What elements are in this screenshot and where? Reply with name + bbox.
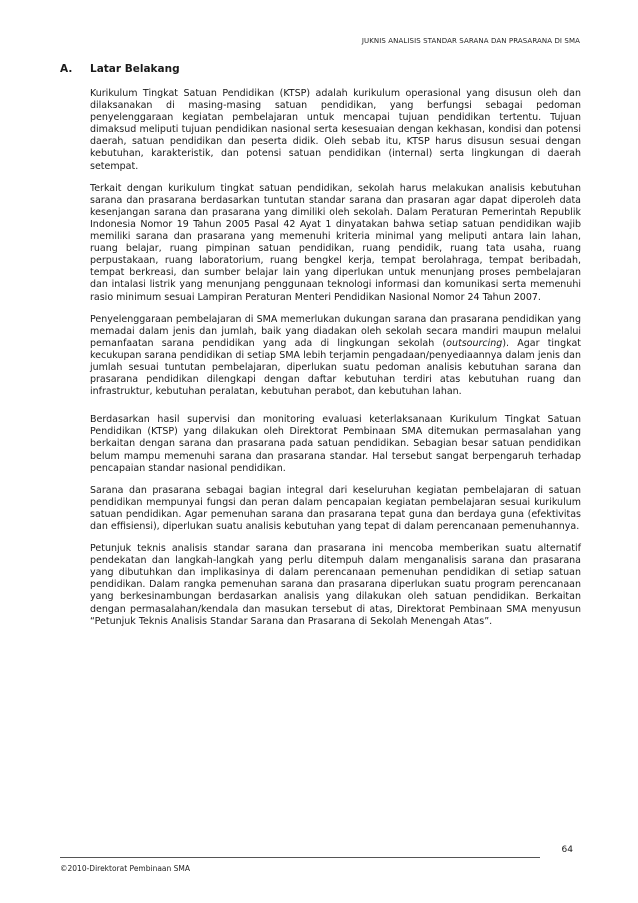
section-title: Latar Belakang: [90, 63, 180, 75]
paragraph-integral-part: Sarana dan prasarana sebagai bagian integral dari keseluruhan kegiatan pembelajaran di satuan pendidikan mempunyai fungsi dan peran dalam pencapaian kegiatan pembelajaran sesuai kurikulum satuan pendidikan. Agar pemenuhan sarana dan prasarana tepat guna dan berdaya guna (efektivitas dan effisiensi), diperlukan suatu analisis kebutuhan yang tepat di dalam perencanaan pemenuhannya.: [90, 484, 581, 532]
paragraph-supervision-results: Berdasarkan hasil supervisi dan monitoring evaluasi keterlaksanaan Kurikulum Tingkat Satuan Pendidikan (KTSP) yang dilakukan oleh Direktorat Pembinaan SMA ditemukan permasalahan yang berkaitan dengan sarana dan prasarana pada satuan pendidikan. Sebagian besar satuan pendidikan belum mampu memenuhi sarana dan prasarana standar. Hal tersebut sangat berpengaruh terhadap pencapaian standar nasional pendidikan.: [90, 414, 581, 474]
paragraph-analysis-needs: Terkait dengan kurikulum tingkat satuan pendidikan, sekolah harus melakukan analisis kebutuhan sarana dan prasarana berdasarkan tuntutan standar sarana dan prasaran agar dapat diperoleh data kesenjangan sarana dan prasarana yang dimiliki oleh sekolah. Dalam Peraturan Pemerintah Republik Indonesia Nomor 19 Tahun 2005 Pasal 42 Ayat 1 dinyatakan bahwa setiap satuan pendidikan wajib memiliki sarana dan prasarana yang memenuhi kriteria minimal yang meliputi antara lain lahan, ruang belajar, ruang pimpinan satuan pendidikan, ruang pendidik, ruang tata usaha, ruang perpustakaan, ruang laboratorium, ruang bengkel kerja, tempat berolahraga, tempat beribadah, tempat berkreasi, dan sumber belajar lain yang diperlukan untuk menunjang proses pembelajaran dan intalasi listrik yang menunjang penggunaan teknologi informasi dan komunikasi serta memenuhi rasio minimum sesuai Lampiran Peraturan Menteri Pendidikan Nasional Nomor 24 Tahun 2007.: [90, 182, 581, 303]
footer-divider: [60, 857, 540, 858]
paragraph-ktsp-definition: Kurikulum Tingkat Satuan Pendidikan (KTSP) adalah kurikulum operasional yang disusun oleh dan dilaksanakan di masing-masing satuan pendidikan, yang berfungsi sebagai pedoman penyelenggaraan kegiatan pembelajaran untuk mencapai tujuan pendidikan tertentu. Tujuan dimaksud meliputi tujuan pendidikan nasional serta kesesuaian dengan kekhasan, kondisi dan potensi daerah, satuan pendidikan dan peserta didik. Oleh sebab itu, KTSP harus disusun sesuai dengan kebutuhan, karakteristik, dan potensi satuan pendidikan (internal) serta lingkungan di daerah setempat.: [90, 88, 581, 172]
paragraph-technical-guide: Petunjuk teknis analisis standar sarana dan prasarana ini mencoba memberikan suatu alternatif pendekatan dan langkah-langkah yang perlu ditempuh dalam menganalisis sarana dan prasarana yang dibutuhkan dan implikasinya di dalam perencanaan pemenuhan pendidikan di setiap satuan pendidikan. Dalam rangka pemenuhan sarana dan prasarana diperlukan suatu program perencanaan yang berkesinambungan berdasarkan analisis yang dilakukan oleh satuan pendidikan. Berkaitan dengan permasalahan/kendala dan masukan tersebut di atas, Direktorat Pembinaan SMA menyusun “Petunjuk Teknis Analisis Standar Sarana dan Prasarana di Sekolah Menengah Atas”.: [90, 543, 581, 627]
section-heading: [60, 63, 180, 75]
body-text: [90, 88, 581, 638]
running-header: JUKNIS ANALISIS STANDAR SARANA DAN PRASARANA DI SMA: [361, 37, 580, 45]
page-number: 64: [561, 845, 573, 855]
footer-copyright: ©2010-Direktorat Pembinaan SMA: [60, 864, 191, 873]
paragraph-learning-support: Penyelenggaraan pembelajaran di SMA memerlukan dukungan sarana dan prasarana pendidikan yang memadai dalam jenis dan jumlah, baik yang diadakan oleh sekolah secara mandiri maupun melalui pemanfaatan sarana pendidikan yang ada di lingkungan sekolah (outsourcing). Agar tingkat kecukupan sarana pendidikan di setiap SMA lebih terjamin pengadaan/penyediaannya dalam jenis dan jumlah sesuai tuntutan pembelajaran, diperlukan suatu pedoman analisis kebutuhan sarana dan prasarana pendidikan dilengkapi dengan daftar kebutuhan terdiri atas kebutuhan ruang dan infrastruktur, kebutuhan peralatan, kebutuhan perabot, dan kebutuhan lahan.: [90, 313, 581, 398]
section-number: A.: [60, 63, 73, 75]
